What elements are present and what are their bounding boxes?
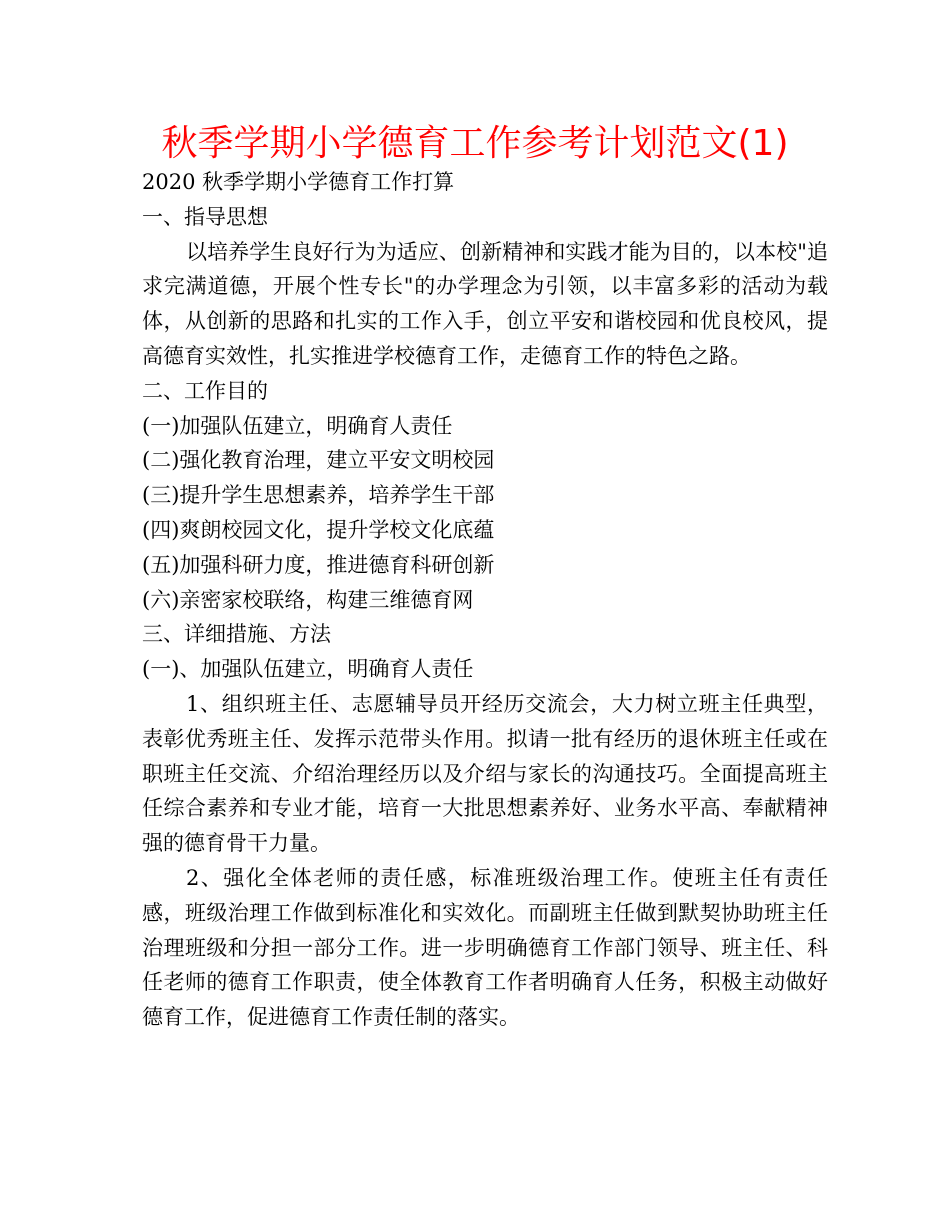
paragraph-measure-2: 2、强化全体老师的责任感，标准班级治理工作。使班主任有责任感，班级治理工作做到标准化和实效化。而副班主任做到默契协助班主任治理班级和分担一部分工作。进一步明确德育工作部门领导、班主任、科任老师的德育工作职责，使全体教育工作者明确育人任务，积极主动做好德育工作，促进德育工作责任制的落实。 bbox=[142, 865, 828, 1030]
document-title: 秋季学期小学德育工作参考计划范文(1) bbox=[161, 123, 789, 164]
goal-item: (六)亲密家校联络，构建三维德育网 bbox=[142, 587, 474, 612]
paragraph-guiding-thought: 以培养学生良好行为为适应、创新精神和实践才能为目的，以本校"追求完满道德，开展个性专长"的办学理念为引领，以丰富多彩的活动为载体，从创新的思路和扎实的工作入手，创立平安和谐校园和优良校风，提高德育实效性，扎实推进学校德育工作，走德育工作的特色之路。 bbox=[142, 239, 828, 368]
paragraph-measure-1: 1、组织班主任、志愿辅导员开经历交流会，大力树立班主任典型，表彰优秀班主任、发挥示范带头作用。拟请一批有经历的退休班主任或在职班主任交流、介绍治理经历以及介绍与家长的沟通技巧。全面提高班主任综合素养和专业才能，培育一大批思想素养好、业务水平高、奉献精神强的德育骨干力量。 bbox=[142, 691, 828, 856]
goal-item: (三)提升学生思想素养，培养学生干部 bbox=[142, 483, 495, 508]
section-heading-measures: 三、详细措施、方法 bbox=[142, 622, 331, 647]
section-heading-work-goals: 二、工作目的 bbox=[142, 378, 268, 403]
goal-item: (二)强化教育治理，建立平安文明校园 bbox=[142, 448, 495, 473]
goal-item: (五)加强科研力度，推进德育科研创新 bbox=[142, 552, 495, 577]
section-heading-guiding-thought: 一、指导思想 bbox=[142, 204, 268, 229]
document-subtitle: 2020 秋季学期小学德育工作打算 bbox=[142, 170, 455, 194]
goal-item: (一)加强队伍建立，明确育人责任 bbox=[142, 413, 453, 438]
document-body bbox=[142, 165, 828, 1035]
subsection-heading-team-building: (一)、加强队伍建立，明确育人责任 bbox=[142, 657, 474, 682]
goal-item: (四)爽朗校园文化，提升学校文化底蕴 bbox=[142, 517, 495, 542]
